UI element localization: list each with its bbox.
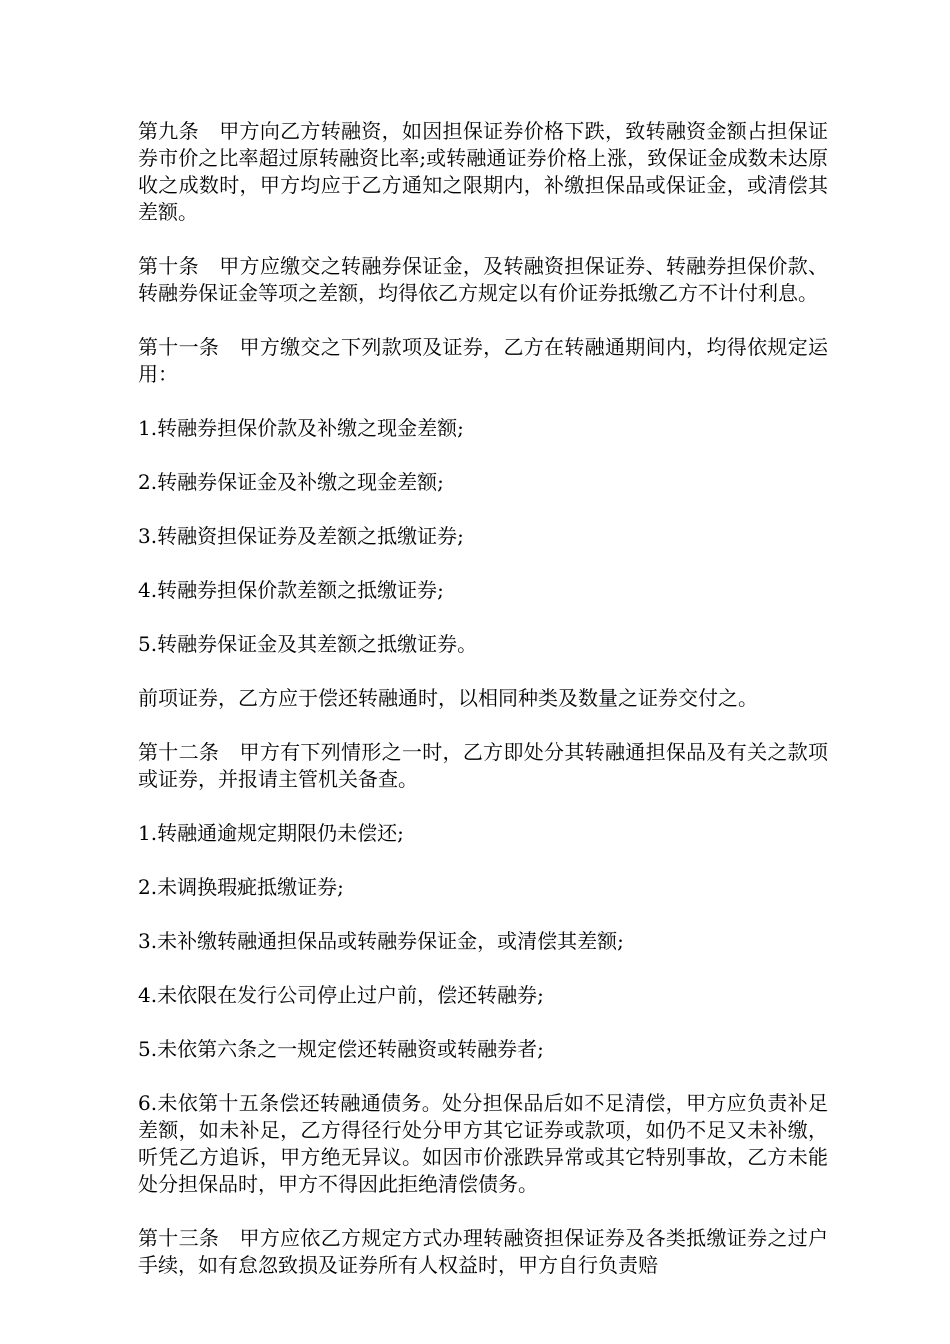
article-12-paragraph: 第十二条 甲方有下列情形之一时，乙方即处分其转融通担保品及有关之款项或证券，并报请主管机关备查。 [138, 740, 828, 791]
article-12-item-4: 4.未依限在发行公司停止过户前，偿还转融券; [138, 983, 544, 1007]
article-12-item-2: 2.未调换瑕疵抵缴证券; [138, 875, 344, 899]
article-12-item-6: 6.未依第十五条偿还转融通债务。处分担保品后如不足清偿，甲方应负责补足差额，如未补足，乙方得径行处分甲方其它证券或款项，如仍不足又未补缴，听凭乙方追诉，甲方绝无异议。如因市价涨跌异常或其它特别事故，乙方未能处分担保品时，甲方不得因此拒绝清偿债务。 [138, 1091, 828, 1196]
article-11-paragraph: 第十一条 甲方缴交之下列款项及证券，乙方在转融通期间内，均得依规定运用： [138, 335, 828, 386]
article-10-paragraph: 第十条 甲方应缴交之转融券保证金，及转融资担保证券、转融券担保价款、转融券保证金等项之差额，均得依乙方规定以有价证券抵缴乙方不计付利息。 [138, 254, 828, 305]
article-12-item-3: 3.未补缴转融通担保品或转融券保证金，或清偿其差额; [138, 929, 624, 953]
article-11-item-1: 1.转融券担保价款及补缴之现金差额; [138, 416, 464, 440]
article-11-note: 前项证券，乙方应于偿还转融通时，以相同种类及数量之证券交付之。 [138, 686, 758, 710]
article-12-item-5: 5.未依第六条之一规定偿还转融资或转融券者; [138, 1037, 544, 1061]
article-11-item-4: 4.转融券担保价款差额之抵缴证券; [138, 578, 444, 602]
article-9-paragraph: 第九条 甲方向乙方转融资，如因担保证券价格下跌，致转融资金额占担保证券市价之比率超过原转融资比率;或转融通证券价格上涨，致保证金成数未达原收之成数时，甲方均应于乙方通知之限期内，补缴担保品或保证金，或清偿其差额。 [138, 119, 828, 224]
article-11-item-5: 5.转融券保证金及其差额之抵缴证券。 [138, 632, 478, 656]
article-13-paragraph: 第十三条 甲方应依乙方规定方式办理转融资担保证券及各类抵缴证券之过户手续，如有怠忽致损及证券所有人权益时，甲方自行负责赔 [138, 1226, 828, 1277]
article-12-item-1: 1.转融通逾规定期限仍未偿还; [138, 821, 404, 845]
article-11-item-2: 2.转融券保证金及补缴之现金差额; [138, 470, 444, 494]
document-body [138, 118, 828, 1279]
article-11-item-3: 3.转融资担保证券及差额之抵缴证券; [138, 524, 464, 548]
